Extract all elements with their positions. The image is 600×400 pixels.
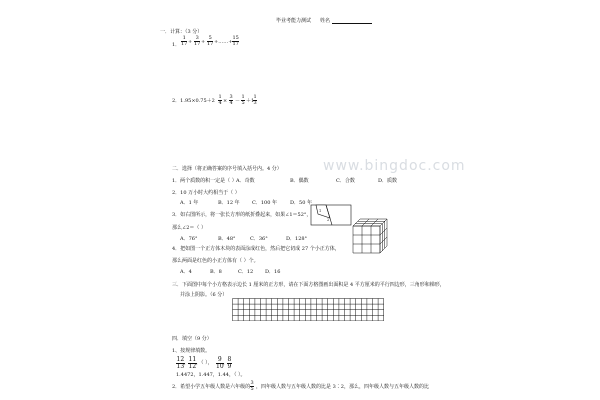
choice-q4-opt-d: D．16 — [265, 269, 281, 275]
choice-q3-opt-d: D．128° — [286, 236, 308, 242]
seq-frac-2: $\frac{11}{12}$ — [188, 356, 197, 370]
problem-1-operator: + — [188, 39, 193, 45]
seq-comma-1: ， — [184, 360, 190, 366]
choice-q4-line-2: 那么两面是红色的小正方体有（ ）个。 — [172, 258, 259, 264]
problem-1-frac: $\frac{15}{17}$ — [232, 35, 239, 47]
choice-q3-opt-a: A．76° — [180, 236, 198, 242]
choice-q3-opt-b: B．48° — [218, 236, 236, 242]
problem-1-frac: $\frac{5}{17}$ — [207, 35, 214, 47]
fill-q2: 2．希望小学五年级人数是六年级的 — [172, 384, 251, 390]
problem-1-operator: + — [201, 39, 206, 45]
choice-q3: 3．如右图所示，将一张长方形的纸折叠起来，如果∠1＝52°， — [172, 212, 312, 218]
problem-2-part-d: ＋1 — [246, 98, 255, 104]
seq-frac-1: $\frac{12}{13}$ — [176, 356, 185, 370]
angle-2-label: 2 — [327, 218, 330, 222]
seq-frac-3: $\frac{9}{10}$ — [216, 356, 224, 370]
name-label: 姓名 — [320, 18, 331, 24]
seq-frac-4: $\frac{8}{9}$ — [227, 356, 232, 370]
cube-edge — [380, 246, 387, 253]
fill-q2-line-b: ，四年级人数与五年级人数的比是 3∶2，那么，四年级人数与五年级人数的比 — [256, 384, 429, 390]
cube-figure — [352, 218, 392, 260]
cube-edge — [380, 237, 387, 244]
cube-edge — [371, 219, 378, 226]
choice-q3-opt-c: C．36° — [250, 236, 268, 242]
problem-2-part-c: － — [235, 98, 241, 104]
choice-q2-opt-c: C．100 年 — [252, 200, 277, 206]
fill-q2-frac: $\frac{3}{5}$ — [250, 380, 254, 392]
problem-2-frac-3: $\frac{1}{5}$ — [241, 94, 245, 106]
choice-q1-opt-c: C．合数 — [336, 178, 355, 184]
choice-q1-opt-b: B．偶数 — [290, 178, 309, 184]
doc-title: 毕业考能力测试 — [276, 18, 312, 24]
seq-comma-2: ， — [223, 360, 229, 366]
folded-rectangle-figure — [310, 204, 354, 228]
problem-2-frac-1: $\frac{1}{4}$ — [218, 94, 222, 106]
choice-q1-opt-d: D．质数 — [378, 178, 398, 184]
section-3-text: 三．下面图中每个小方格表示边长 1 厘米的正方形，请在下面方格图画出面积是 4 平方厘米的平行四边形，三角形和梯形， — [172, 282, 445, 288]
cube-edge — [380, 219, 387, 226]
choice-q4: 4．把如图一个正方体木块的表面涂成红色，然后把它切成 27 个小正方体， — [172, 246, 340, 252]
problem-2-frac-2: $\frac{3}{4}$ — [229, 94, 233, 106]
problem-1-operator: +……+ — [214, 39, 233, 45]
choice-q2-opt-b: B．12 年 — [218, 200, 240, 206]
seq-separator: ，（ ）， — [196, 360, 213, 366]
fill-q1: 1、按规律填数。 — [172, 348, 211, 354]
cube-edge — [380, 228, 387, 235]
seq-decimals: 1.4472，1.447，1.44，（ ）。 — [176, 372, 246, 378]
cube-edge — [353, 219, 360, 226]
problem-2-frac-4: $\frac{1}{3}$ — [253, 94, 257, 106]
section-2-title: 二．选择（将正确答案的序号填入括号内。4 分） — [172, 166, 282, 172]
choice-q1: 1．两个质数的积一定是（ ） — [172, 178, 237, 184]
choice-q4-opt-b: B．8 — [210, 269, 222, 275]
choice-q2-opt-d: D．50 年 — [290, 200, 312, 206]
name-input-line[interactable] — [332, 23, 372, 24]
choice-q2-opt-a: A．1 年 — [180, 200, 199, 206]
problem-1-frac: $\frac{1}{17}$ — [181, 35, 188, 47]
problem-2-part-b: × — [223, 98, 228, 104]
problem-1-label: 1． — [172, 42, 181, 48]
problem-1-frac: $\frac{3}{17}$ — [194, 35, 201, 47]
choice-q1-opt-a: A．奇数 — [236, 178, 255, 184]
choice-q4-opt-c: C．12 — [238, 269, 254, 275]
watermark: www.bingdoc.com — [323, 158, 466, 174]
cube-edge — [362, 219, 369, 226]
section-4-title: 四．填空（9 分） — [172, 336, 212, 342]
section-3-text-line-2: 并涂上阴影。（6 分） — [180, 292, 228, 298]
choice-q4-opt-a: A．4 — [180, 269, 192, 275]
square-grid-figure — [232, 298, 394, 321]
section-1-title: 一．计算：（3 分） — [160, 29, 203, 35]
problem-2-part-a: 2．1.95×0.75＋2 — [172, 98, 215, 104]
choice-q2: 2．10 万小时大约相当于（ ） — [172, 190, 240, 196]
angle-1-label: 1 — [319, 209, 322, 213]
choice-q3-line-2: 那么∠2＝（ ） — [172, 225, 206, 231]
